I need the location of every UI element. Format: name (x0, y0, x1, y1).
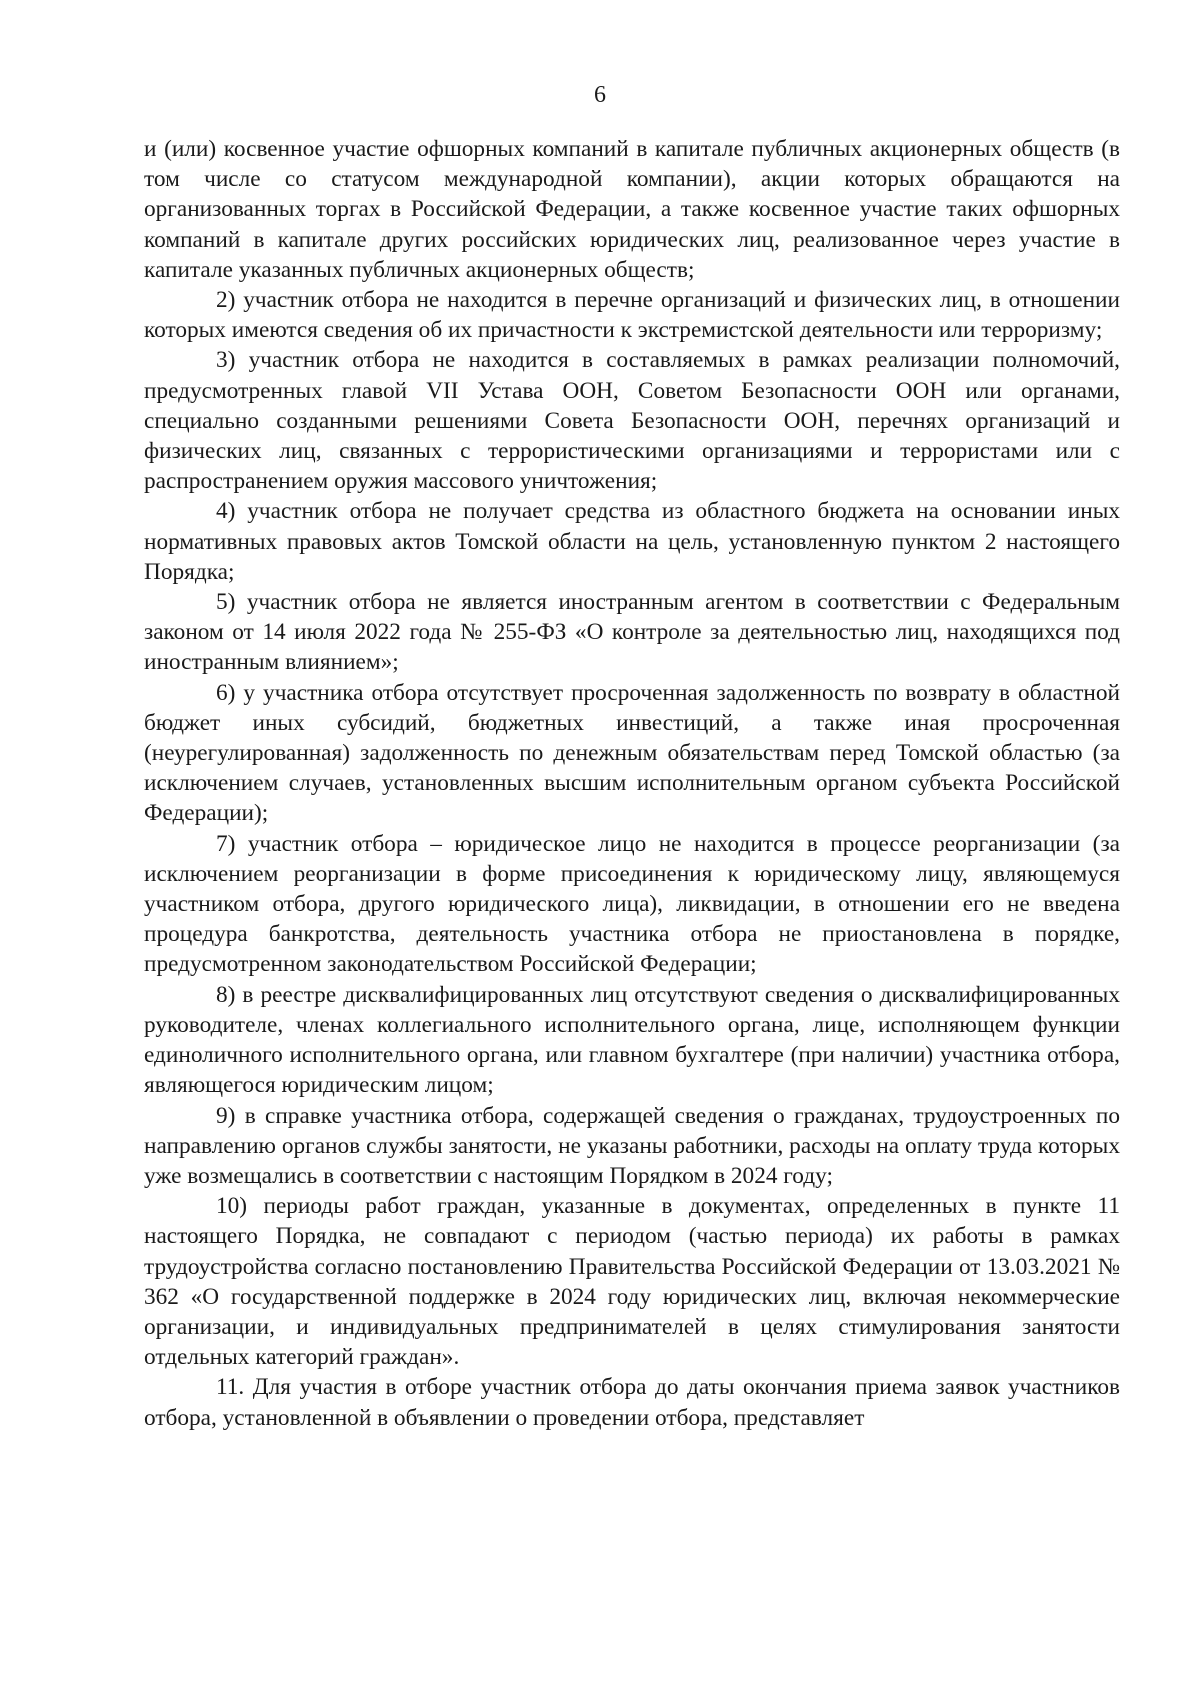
paragraph-item-7: 7) участник отбора – юридическое лицо не находится в процессе реорганизации (за исключением реорганизации в форме присоединения к юридическому лицу, являющемуся участником отбора, другого юридического лица), ликвидации, в отношении его не введена процедура банкротства, деятельность участника отбора не приостановлена в порядке, предусмотренном законодательством Российской Федерации; (144, 830, 1120, 978)
paragraph-item-3: 3) участник отбора не находится в составляемых в рамках реализации полномочий, предусмотренных главой VII Устава ООН, Советом Безопасности ООН или органами, специально созданными решениями Совета Безопасности ООН, перечнях организаций и физических лиц, связанных с террористическими организациями и террористами или с распространением оружия массового уничтожения; (144, 347, 1120, 495)
paragraph-continuation: и (или) косвенное участие офшорных компаний в капитале публичных акционерных обществ (в том числе со статусом международной компании), акции которых обращаются на организованных торгах в Российской Федерации, а также косвенное участие таких офшорных компаний в капитале других российских юридических лиц, реализованное через участие в капитале указанных публичных акционерных обществ; (144, 136, 1120, 283)
paragraph-item-6: 6) у участника отбора отсутствует просроченная задолженность по возврату в областной бюджет иных субсидий, бюджетных инвестиций, а также иная просроченная (неурегулированная) задолженность по денежным обязательствам перед Томской областью (за исключением случаев, установленных высшим исполнительным органом субъекта Российской Федерации); (144, 679, 1120, 827)
paragraph-item-5: 5) участник отбора не является иностранным агентом в соответствии с Федеральным законом от 14 июля 2022 года № 255-ФЗ «О контроле за деятельностью лиц, находящихся под иностранным влиянием»; (144, 589, 1120, 676)
paragraph-item-10: 10) периоды работ граждан, указанные в документах, определенных в пункте 11 настоящего Порядка, не совпадают с периодом (частью периода) их работы в рамках трудоустройства согласно постановлению Правительства Российской Федерации от 13.03.2021 № 362 «О государственной поддержке в 2024 году юридических лиц, включая некоммерческие организации, и индивидуальных предпринимателей в целях стимулирования занятости отдельных категорий граждан». (144, 1193, 1120, 1371)
page-number: 6 (594, 82, 606, 108)
paragraph-item-2: 2) участник отбора не находится в перечне организаций и физических лиц, в отношении которых имеются сведения об их причастности к экстремистской деятельности или терроризму; (144, 287, 1120, 344)
paragraph-item-9: 9) в справке участника отбора, содержащей сведения о гражданах, трудоустроенных по направлению органов службы занятости, не указаны работники, расходы на оплату труда которых уже возмещались в соответствии с настоящим Порядком в 2024 году; (144, 1102, 1120, 1189)
paragraph-item-8: 8) в реестре дисквалифицированных лиц отсутствуют сведения о дисквалифицированных руководителе, членах коллегиального исполнительного органа, лице, исполняющем функции единоличного исполнительного органа, или главном бухгалтере (при наличии) участника отбора, являющегося юридическим лицом; (144, 981, 1120, 1099)
paragraph-item-4: 4) участник отбора не получает средства из областного бюджета на основании иных нормативных правовых актов Томской области на цель, установленную пунктом 2 настоящего Порядка; (144, 498, 1120, 585)
document-body (144, 134, 1120, 1433)
paragraph-point-11: 11. Для участия в отборе участник отбора до даты окончания приема заявок участников отбора, установленной в объявлении о проведении отбора, представляет (144, 1374, 1120, 1431)
